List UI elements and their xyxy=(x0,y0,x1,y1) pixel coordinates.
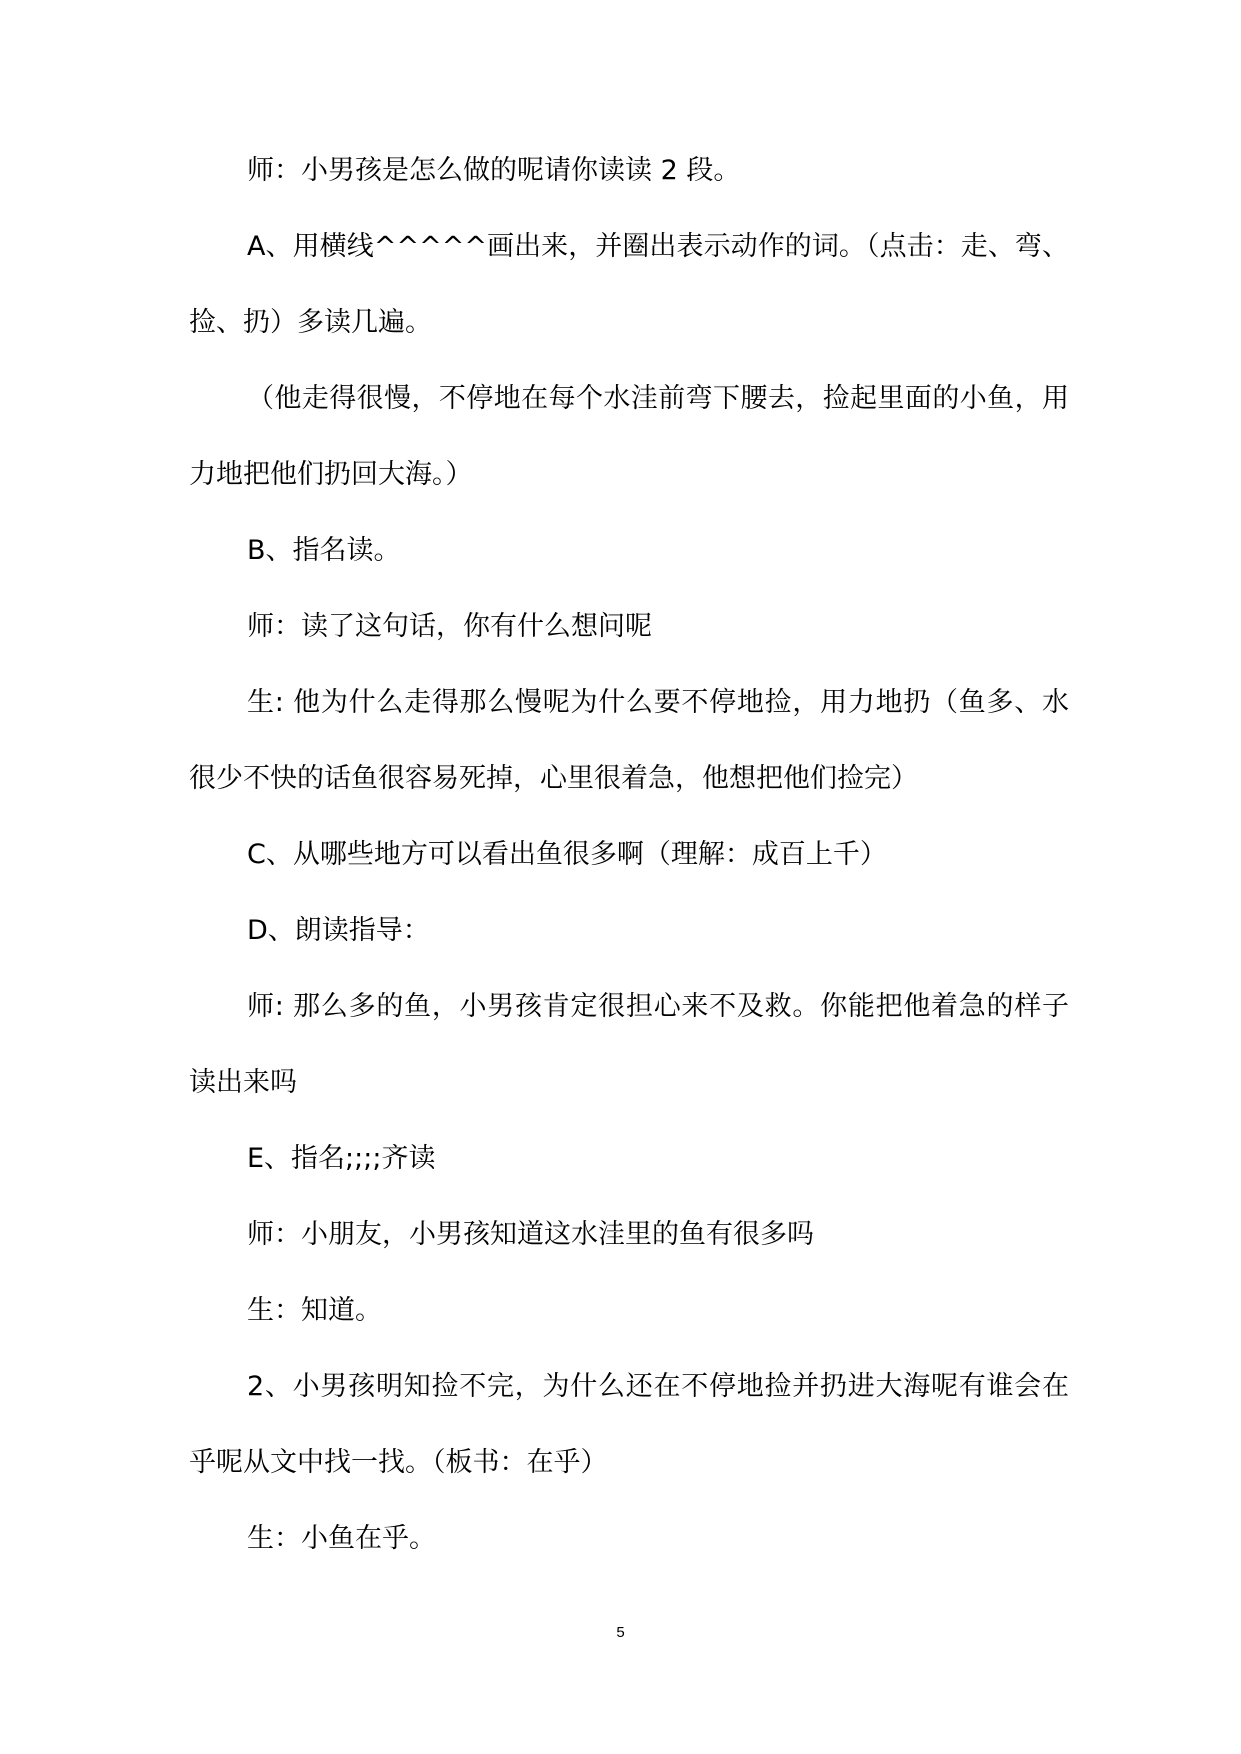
paragraph-step-e: E、指名;;;;齐读 xyxy=(247,1143,436,1174)
paragraph-student-answer: 生: 他为什么走得那么慢呢为什么要不停地捡，用力地扔（鱼多、水很少不快的话鱼很容易死掉，心里很着急，他想把他们捡完） xyxy=(189,687,1069,794)
paragraph-teacher-question: 师：小男孩是怎么做的呢请你读读 2 段。 xyxy=(247,155,741,186)
paragraph-step-c: C、从哪些地方可以看出鱼很多啊（理解：成百上千） xyxy=(247,839,887,870)
paragraph-teacher-ask: 师：读了这句话，你有什么想问呢 xyxy=(247,611,652,642)
paragraph-teacher-question-2: 师：小朋友，小男孩知道这水洼里的鱼有很多吗 xyxy=(247,1219,814,1250)
paragraph-question-2: 2、小男孩明知捡不完，为什么还在不停地捡并扔进大海呢有谁会在乎呢从文中找一找。（板书：在乎） xyxy=(189,1371,1069,1478)
page-number: 5 xyxy=(616,1624,625,1641)
paragraph-student-care: 生：小鱼在乎。 xyxy=(247,1523,436,1554)
paragraph-quote: （他走得很慢，不停地在每个水洼前弯下腰去，捡起里面的小鱼，用力地把他们扔回大海。） xyxy=(189,383,1069,490)
paragraph-step-b: B、指名读。 xyxy=(247,535,401,566)
paragraph-step-a: A、用横线^^^^^画出来，并圈出表示动作的词。（点击：走、弯、捡、扔）多读几遍。 xyxy=(189,231,1069,338)
paragraph-teacher-reading: 师: 那么多的鱼，小男孩肯定很担心来不及救。你能把他着急的样子读出来吗 xyxy=(189,991,1069,1098)
paragraph-step-d: D、朗读指导： xyxy=(247,915,430,946)
paragraph-student-know: 生：知道。 xyxy=(247,1295,382,1326)
